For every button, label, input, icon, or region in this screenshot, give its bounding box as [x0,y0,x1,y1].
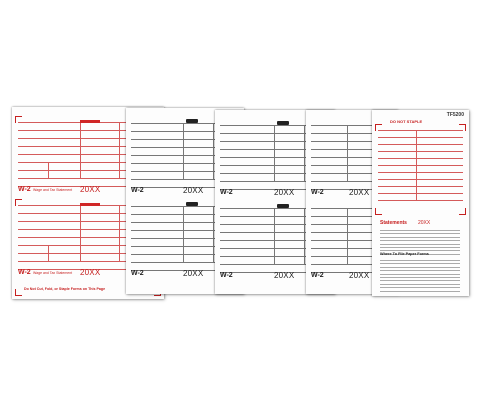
form-badge [186,119,198,123]
form-name: W-2 [220,272,233,279]
form-name: W-2 [311,272,324,279]
form-year: 20XX [274,271,295,280]
instructions-year: 20XX [418,220,431,226]
form-year: 20XX [274,188,295,197]
form-year: 20XX [349,188,370,197]
form-name: W-2 [311,189,324,196]
form-subtitle: Wage and Tax Statement [33,188,73,192]
cut-notice: Do Not Cut, Fold, or Staple Forms on This Page [24,287,106,291]
form-badge [277,204,289,208]
form-badge [277,121,289,125]
form-badge [186,202,198,206]
where-to-file-heading: Where To File Paper Forms [380,252,429,256]
form-year: 20XX [80,185,101,194]
instructions-text [380,260,460,294]
form-year: 20XX [349,271,370,280]
do-not-staple-label: DO NOT STAPLE [390,119,423,124]
form-year: 20XX [183,186,204,195]
transmittal-form [378,124,463,206]
sheet-code: TF5200 [446,112,464,118]
form-name: W-2 [18,269,31,276]
instruction-sheet [372,110,469,296]
form-name: W-2 [131,187,144,194]
crop-mark [375,208,382,215]
form-subtitle: Wage and Tax Statement [33,271,73,275]
crop-mark [459,208,466,215]
form-year: 20XX [183,269,204,278]
form-name: W-2 [18,186,31,193]
crop-mark [15,289,22,296]
form-year: 20XX [80,268,101,277]
instructions-heading: Statements [380,220,407,226]
form-name: W-2 [131,270,144,277]
form-name: W-2 [220,189,233,196]
